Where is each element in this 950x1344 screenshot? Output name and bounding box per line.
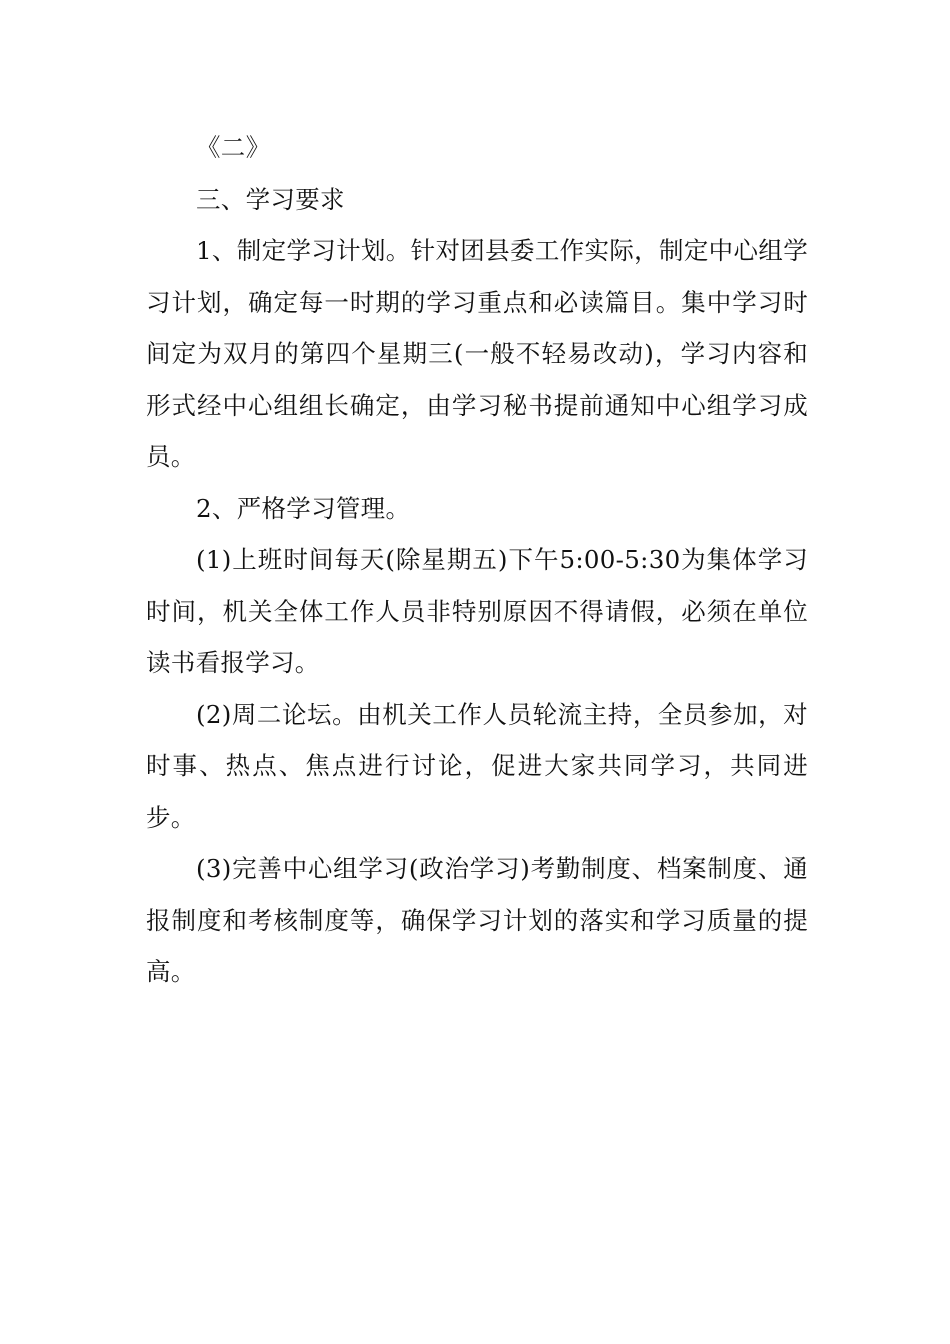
paragraph-item-3: (3)完善中心组学习(政治学习)考勤制度、档案制度、通报制度和考核制度等，确保学习计划的落实和学习质量的提高。 <box>146 854 808 986</box>
paragraph-item-2: (2)周二论坛。由机关工作人员轮流主持，全员参加，对时事、热点、焦点进行讨论，促进大家共同学习，共同进步。 <box>146 699 808 832</box>
section-marker: 《二》 <box>196 133 271 162</box>
paragraph-study-plan: 1、制定学习计划。针对团县委工作实际，制定中心组学习计划，确定每一时期的学习重点和必读篇目。集中学习时间定为双月的第四个星期三(一般不轻易改动)，学习内容和形式经中心组组长确定，由学习秘书提前通知中心组学习成员。 <box>146 236 808 471</box>
paragraph-study-management: 2、严格学习管理。 <box>196 493 411 523</box>
document-body <box>146 122 808 998</box>
section-heading: 三、学习要求 <box>196 184 345 214</box>
paragraph-item-1: (1)上班时间每天(除星期五)下午5:00-5:30为集体学习时间，机关全体工作人员非特别原因不得请假，必须在单位读书看报学习。 <box>146 545 808 677</box>
